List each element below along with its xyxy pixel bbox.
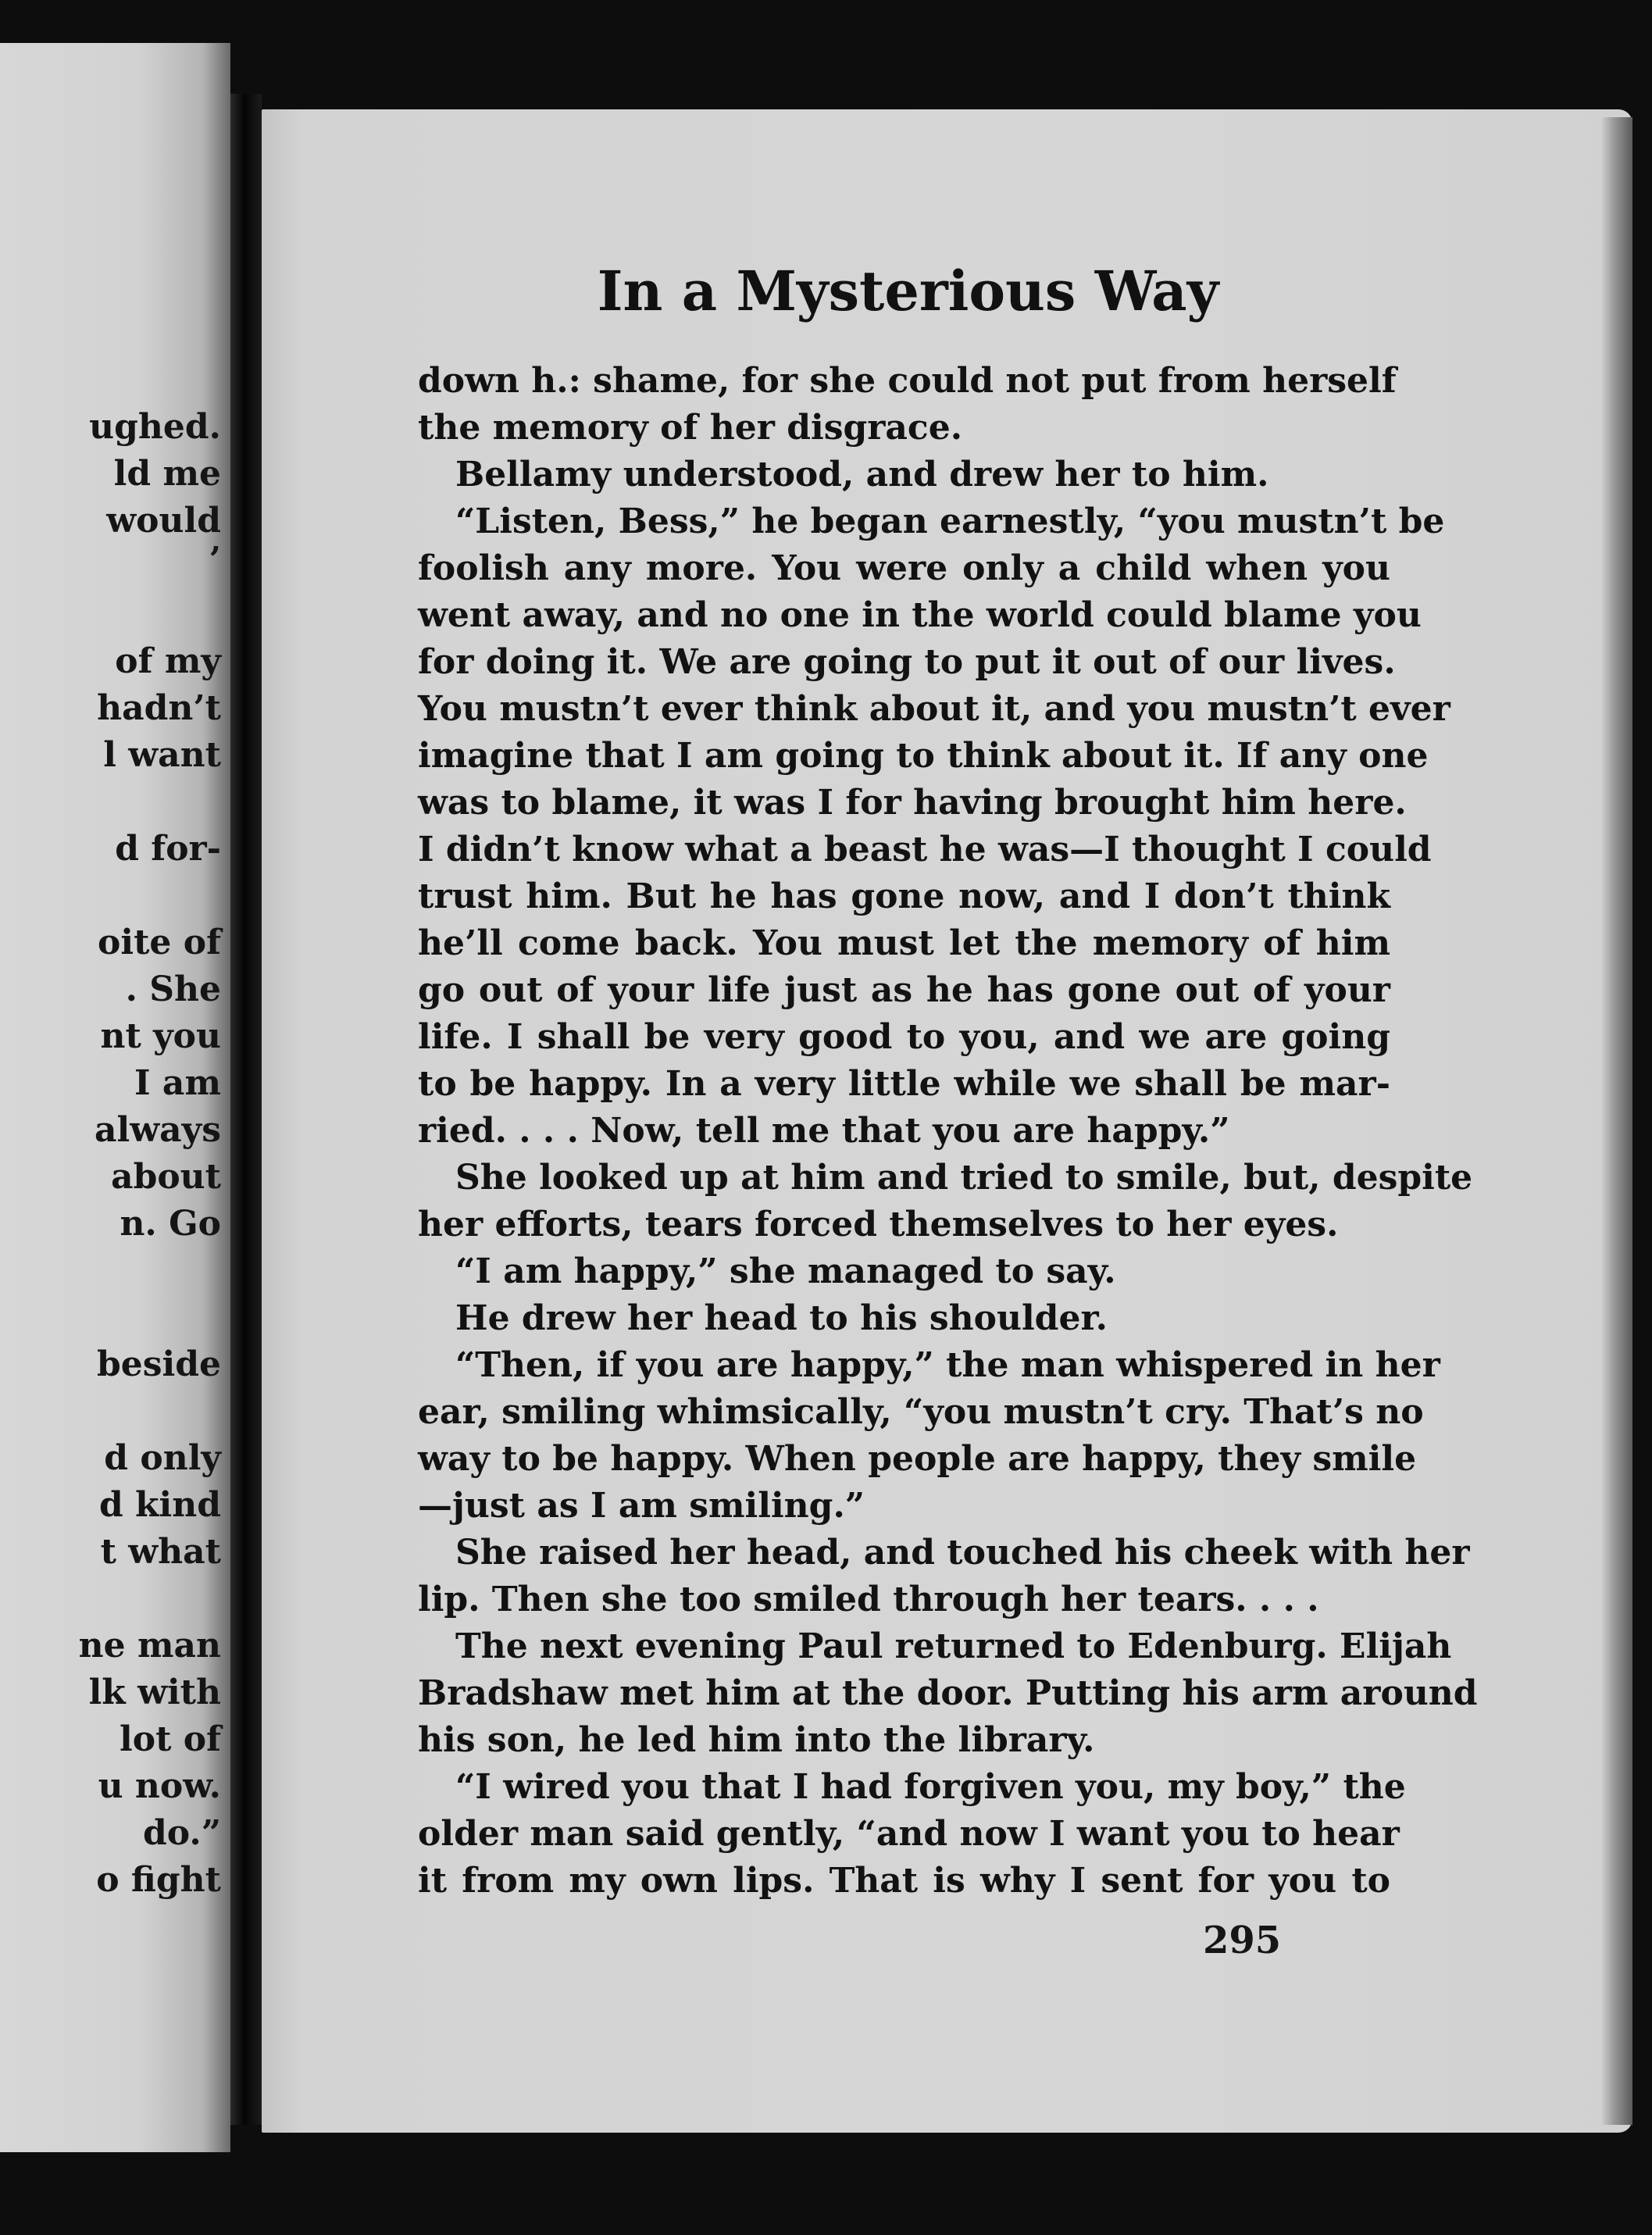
body-text-line: down h.: shame, for she could not put from herself	[418, 361, 1397, 401]
body-text-line: trust him. But he has gone now, and I don’t think	[418, 877, 1390, 916]
left-text-line: ’	[209, 540, 221, 580]
body-text-line: his son, he led him into the library.	[418, 1720, 1095, 1760]
body-text-line: he’ll come back. You must let the memory of him	[418, 923, 1390, 963]
left-text-line: lot of	[120, 1719, 221, 1759]
left-page-fragment	[0, 43, 230, 2152]
page-edge-shadow	[1601, 117, 1632, 2125]
book-gutter	[230, 94, 262, 2125]
left-text-line: of my	[115, 641, 221, 681]
body-text-line: imagine that I am going to think about it. If any one	[418, 736, 1429, 776]
left-text-line: ughed.	[89, 407, 221, 447]
left-text-line: d kind	[98, 1485, 221, 1525]
left-text-line: oite of	[98, 923, 221, 962]
left-text-line: d for-	[115, 829, 221, 869]
body-text-line: —just as I am smiling.”	[418, 1486, 865, 1526]
left-text-line: l want	[103, 735, 221, 775]
body-text-line: He drew her head to his shoulder.	[455, 1298, 1108, 1338]
running-title: In a Mysterious Way	[597, 259, 1219, 323]
body-text-line: “Listen, Bess,” he began earnestly, “you mustn’t be	[455, 502, 1445, 541]
body-text-line: it from my own lips. That is why I sent for you to	[418, 1861, 1390, 1901]
left-text-line: . She	[125, 969, 221, 1009]
left-text-line: I am	[134, 1063, 221, 1103]
body-text-line: went away, and no one in the world could blame you	[418, 595, 1422, 635]
left-text-line: would	[106, 501, 221, 541]
left-text-line: beside	[96, 1344, 221, 1384]
body-text-line: her efforts, tears forced themselves to her eyes.	[418, 1205, 1339, 1244]
left-text-line: always	[95, 1110, 221, 1150]
left-text-line: do.”	[143, 1813, 221, 1853]
left-text-line: about	[111, 1157, 221, 1197]
body-text-line: ear, smiling whimsically, “you mustn’t cry. That’s no	[418, 1392, 1424, 1432]
body-text-line: ried. . . . Now, tell me that you are happy.”	[418, 1111, 1230, 1151]
body-text-line: for doing it. We are going to put it out of our lives.	[418, 642, 1396, 682]
left-text-line: hadn’t	[97, 688, 221, 728]
left-text-line: u now.	[98, 1766, 221, 1806]
left-text-line: n. Go	[120, 1204, 221, 1244]
body-text-line: was to blame, it was I for having brought him here.	[418, 783, 1407, 823]
body-text-line: life. I shall be very good to you, and we are going	[418, 1017, 1390, 1057]
body-text-line: I didn’t know what a beast he was—I thought I could	[418, 830, 1432, 869]
left-text-line: t what	[100, 1532, 221, 1572]
body-text-line: lip. Then she too smiled through her tears. . . .	[418, 1580, 1319, 1619]
body-text-line: She looked up at him and tried to smile, but, despite	[455, 1158, 1473, 1198]
left-text-line: d only	[104, 1438, 221, 1478]
body-text-line: “I am happy,” she managed to say.	[455, 1251, 1116, 1291]
body-text-line: “Then, if you are happy,” the man whispered in her	[455, 1345, 1440, 1385]
body-text-line: older man said gently, “and now I want you to hear	[418, 1814, 1400, 1854]
body-text-line: the memory of her disgrace.	[418, 408, 963, 448]
body-text-line: go out of your life just as he has gone out of your	[418, 970, 1390, 1010]
body-text-line: “I wired you that I had forgiven you, my boy,” the	[455, 1767, 1406, 1807]
body-text-line: You mustn’t ever think about it, and you mustn’t ever	[418, 689, 1450, 729]
left-text-line: ne man	[78, 1626, 221, 1666]
page-number: 295	[1203, 1919, 1282, 1962]
body-text-line: She raised her head, and touched his cheek with her	[455, 1533, 1470, 1573]
left-text-line: ld me	[113, 454, 221, 494]
left-text-line: nt you	[100, 1016, 221, 1056]
body-text-line: Bellamy understood, and drew her to him.	[455, 455, 1269, 494]
left-text-line: lk with	[88, 1673, 221, 1712]
body-text-line: Bradshaw met him at the door. Putting his arm around	[418, 1673, 1478, 1713]
body-text-line: foolish any more. You were only a child when you	[418, 548, 1390, 588]
body-text-line: The next evening Paul returned to Edenburg. Elijah	[455, 1626, 1452, 1666]
body-text-line: way to be happy. When people are happy, they smile	[418, 1439, 1417, 1479]
left-text-line: o fight	[96, 1860, 221, 1900]
body-text-line: to be happy. In a very little while we shall be mar-	[418, 1064, 1390, 1104]
